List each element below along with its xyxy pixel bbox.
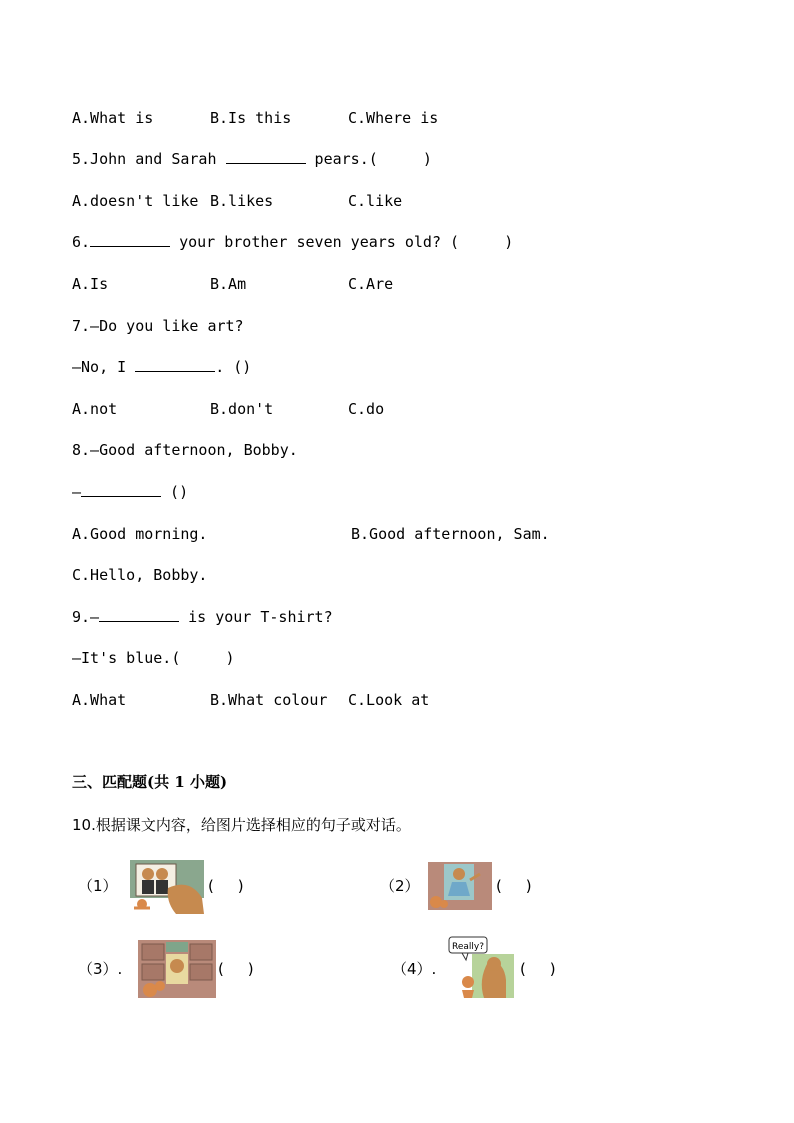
- q9-blank: [99, 607, 179, 622]
- q4-option-b: B.Is this: [210, 109, 292, 127]
- question-7-line-2: [72, 357, 251, 377]
- picture-4-bears-talking: [448, 936, 518, 1002]
- q6-blank: [90, 232, 170, 247]
- question-5: [72, 149, 432, 169]
- q5-option-a: A.doesn't like: [72, 192, 199, 210]
- q6-option-b: B.Am: [210, 275, 247, 293]
- section-3-title: 三、匹配题(共 1 小题): [72, 773, 228, 791]
- q8-blank: [81, 482, 161, 497]
- q9-text-before: 9.—: [72, 608, 100, 626]
- match-2-paren: ( ): [496, 877, 532, 895]
- q5-option-b: B.likes: [210, 192, 274, 210]
- q4-option-a: A.What is: [72, 109, 154, 127]
- q7-option-c: C.do: [348, 400, 385, 418]
- q6-text-after: your brother seven years old? ( ): [170, 233, 514, 251]
- question-9-line-2: —It's blue.( ): [72, 649, 235, 667]
- q5-text-before: 5.John and Sarah: [72, 150, 226, 168]
- q8-text-before: —: [72, 483, 82, 501]
- q9-option-c: C.Look at: [348, 691, 430, 709]
- question-7-line-1: 7.—Do you like art?: [72, 317, 244, 335]
- q7-option-a: A.not: [72, 400, 118, 418]
- q8-option-b: B.Good afternoon, Sam.: [351, 525, 550, 543]
- question-6: [72, 232, 513, 252]
- speech-bubble-text: Really?: [451, 942, 485, 952]
- q6-option-c: C.Are: [348, 275, 394, 293]
- q8-option-a: A.Good morning.: [72, 525, 208, 543]
- q5-blank: [226, 149, 306, 164]
- match-2-label: （2）: [380, 877, 420, 895]
- q7-text-after: . (): [215, 358, 252, 376]
- q6-option-a: A.Is: [72, 275, 109, 293]
- q7-blank: [135, 357, 215, 372]
- match-3-paren: ( ): [218, 960, 254, 978]
- match-4-label: （4）.: [392, 960, 437, 978]
- question-8-line-1: 8.—Good afternoon, Bobby.: [72, 441, 298, 459]
- q9-option-a: A.What: [72, 691, 127, 709]
- match-1-paren: ( ): [208, 877, 244, 895]
- question-8-line-2: [72, 482, 188, 502]
- picture-3-bear-shelf: [136, 938, 218, 1000]
- match-3-label: （3）.: [78, 960, 123, 978]
- q9-option-b: B.What colour: [210, 691, 328, 709]
- q5-text-after: pears.( ): [305, 150, 432, 168]
- question-9-line-1: [72, 607, 333, 627]
- q5-option-c: C.like: [348, 192, 403, 210]
- q7-text-before: —No, I: [72, 358, 136, 376]
- match-4-paren: ( ): [520, 960, 556, 978]
- q9-text-after: is your T-shirt?: [179, 608, 333, 626]
- match-1-label: （1）: [78, 877, 118, 895]
- q8-text-after: (): [161, 483, 189, 501]
- q8-option-c: C.Hello, Bobby.: [72, 566, 208, 584]
- question-10: 10.根据课文内容，给图片选择相应的句子或对话。: [72, 816, 411, 834]
- picture-1-bears-photo: [128, 858, 208, 914]
- q4-option-c: C.Where is: [348, 109, 439, 127]
- q7-option-b: B.don't: [210, 400, 274, 418]
- picture-2-bear-door: [426, 860, 494, 912]
- q6-text-before: 6.: [72, 233, 91, 251]
